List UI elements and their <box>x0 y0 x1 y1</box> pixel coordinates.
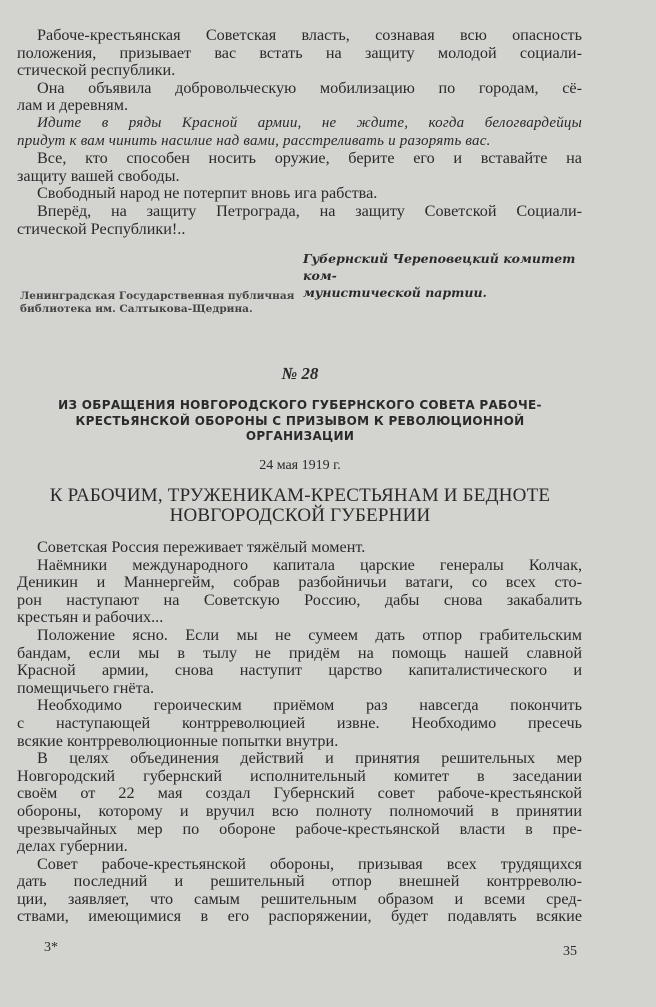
paragraph <box>17 539 582 557</box>
text-line: Наёмники международного капитала царские генералы Колчак, <box>37 555 582 574</box>
paragraph <box>17 557 582 627</box>
text-line: с наступающей контрреволюцией извне. Необходимо пресечь <box>17 713 582 732</box>
text-line: Свободный народ не потерпит вновь ига рабства. <box>37 184 378 203</box>
text-line: помещичьего гнёта. <box>17 678 155 697</box>
text-line: ствами, имеющимися в его распоряжении, будет подавлять всякие <box>17 907 582 926</box>
text-line: Красной армии, снова наступит царство капиталистического и <box>17 661 582 680</box>
signature-line: мунистической партии. <box>303 285 487 300</box>
text-line: бандам, если мы в тылу не придём на помощь нашей славной <box>17 643 582 662</box>
text-line: Положение ясно. Если мы не сумеем дать отпор грабительским <box>37 625 582 644</box>
document-header-line: КРЕСТЬЯНСКОЙ ОБОРОНЫ С ПРИЗЫВОМ К РЕВОЛЮЦИОННОЙ <box>75 413 525 428</box>
document-number: № 28 <box>281 364 319 383</box>
text-line: чрезвычайных мер по обороне рабоче-крестьянской власти в пре- <box>17 819 582 838</box>
paragraph <box>17 115 582 150</box>
library-stamp <box>20 290 294 315</box>
text-line: обороны, которому и вручил всю полноту полномочий в принятии <box>17 801 582 820</box>
paragraph <box>17 80 582 115</box>
text-line: Советская Россия переживает тяжёлый момент. <box>37 538 366 556</box>
page-number: 35 <box>563 944 577 959</box>
document-date: 24 мая 1919 г. <box>259 458 341 473</box>
text-line: стической республики. <box>17 61 176 80</box>
text-line: своём от 22 мая создал Губернский совет рабоче-крестьянской <box>17 784 582 803</box>
text-line: делах губернии. <box>17 837 128 856</box>
paragraph <box>17 856 582 926</box>
text-line: дать последний и решительный отпор внешней контрреволю- <box>17 872 582 891</box>
library-stamp-line: Ленинградская Государственная публичная <box>20 290 295 302</box>
text-line: лам и деревням. <box>17 96 129 115</box>
signature-line: Губернский Череповецкий комитет ком- <box>303 251 576 283</box>
library-stamp-line: библиотека им. Салтыкова-Щедрина. <box>20 302 253 315</box>
text-line: стической Республики!.. <box>17 219 186 238</box>
signature-mark: 3* <box>44 940 58 955</box>
text-line: Деникин и Маннергейм, собрав разбойничьи ватаги, со всех сто- <box>17 573 582 592</box>
text-line: Она объявила добровольческую мобилизацию по городам, сё- <box>37 78 582 97</box>
document-header-line: ИЗ ОБРАЩЕНИЯ НОВГОРОДСКОГО ГУБЕРНСКОГО СОВЕТА РАБОЧЕ- <box>58 398 542 412</box>
text-line: защиту вашей свободы. <box>17 166 180 185</box>
text-line: Совет рабоче-крестьянской обороны, призывая всех трудящихся <box>37 854 582 873</box>
text-line: положения, призывает вас встать на защиту молодой социали- <box>17 43 582 62</box>
document-header-line: ОРГАНИЗАЦИИ <box>245 429 355 443</box>
paragraph <box>17 185 582 203</box>
text-line: Рабоче-крестьянская Советская власть, сознавая всю опасность <box>37 26 582 44</box>
body-text <box>17 539 582 926</box>
paragraph <box>17 627 582 697</box>
text-line: рон наступают на Советскую Россию, дабы снова закабалить <box>17 590 582 609</box>
signature <box>303 250 583 301</box>
document-title-line: НОВГОРОДСКОЙ ГУБЕРНИИ <box>169 505 431 526</box>
paragraph <box>17 697 582 750</box>
text-line: Все, кто способен носить оружие, берите его и вставайте на <box>37 149 582 168</box>
text-line: крестьян и рабочих... <box>17 608 164 627</box>
document-header <box>30 398 570 445</box>
text-line: Необходимо героическим приёмом раз навсегда покончить <box>37 696 582 715</box>
paragraph <box>17 750 582 856</box>
paragraph <box>17 203 582 238</box>
text-line: Вперёд, на защиту Петрограда, на защиту Советской Социали- <box>37 201 582 220</box>
document-title-line: К РАБОЧИМ, ТРУЖЕНИКАМ-КРЕСТЬЯНАМ И БЕДНОТЕ <box>49 485 551 506</box>
paragraph <box>17 150 582 185</box>
text-line: Новгородский губернский исполнительный комитет в заседании <box>17 766 582 785</box>
text-line: Идите в ряды Красной армии, не ждите, когда белогвардейцы <box>37 114 582 131</box>
paragraph <box>17 27 582 80</box>
document-title <box>20 486 580 526</box>
text-line: всякие контрреволюционные попытки внутри. <box>17 731 339 750</box>
text-line: придут к вам чинить насилие над вами, расстреливать и разорять вас. <box>17 132 491 149</box>
top-text <box>17 27 582 238</box>
text-line: В целях объединения действий и принятия решительных мер <box>37 749 582 768</box>
text-line: ции, заявляет, что самым решительным образом и всеми сред- <box>17 889 582 908</box>
